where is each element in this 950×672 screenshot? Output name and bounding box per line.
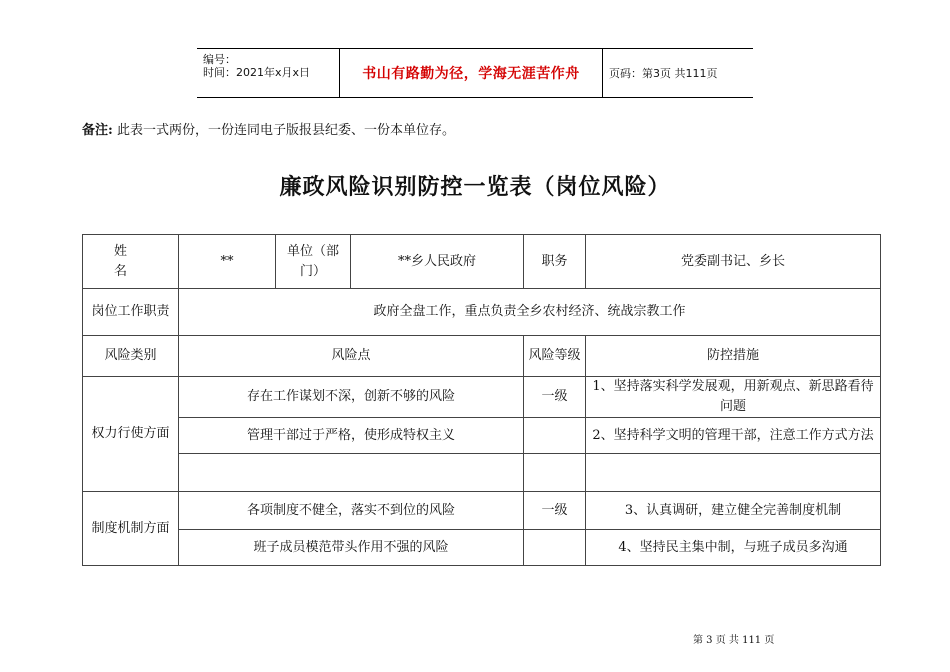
position-label: 职务 [524, 235, 586, 289]
table-row [83, 289, 881, 336]
risk-level: 一级 [524, 377, 586, 418]
header-motto: 书山有路勤为径，学海无涯苦作舟 [339, 49, 603, 97]
col-category: 风险类别 [83, 336, 179, 377]
header-time: 时间：2021年x月x日 [203, 66, 311, 79]
category-power: 权力行使方面 [83, 377, 179, 492]
risk-measure: 3、认真调研，建立健全完善制度机制 [586, 492, 881, 530]
col-point: 风险点 [179, 336, 524, 377]
position-value: 党委副书记、乡长 [586, 235, 881, 289]
table-row [83, 377, 881, 418]
risk-level [524, 454, 586, 492]
table-row [83, 530, 881, 566]
header-page: 页码：第3页 共111页 [609, 67, 718, 80]
table-row [83, 492, 881, 530]
risk-measure: 2、坚持科学文明的管理干部，注意工作方式方法 [586, 418, 881, 454]
risk-table [82, 234, 881, 566]
risk-level [524, 530, 586, 566]
duty-label: 岗位工作职责 [83, 289, 179, 336]
remark-label: 备注: [82, 123, 113, 138]
page-footer: 第 3 页 共 111 页 [693, 635, 775, 646]
table-row [83, 235, 881, 289]
risk-point [179, 454, 524, 492]
remark [82, 119, 455, 138]
table-header-row [83, 336, 881, 377]
header-meta [197, 49, 339, 97]
unit-value: **乡人民政府 [351, 235, 524, 289]
name-label: 姓 名 [83, 235, 179, 289]
risk-point: 各项制度不健全，落实不到位的风险 [179, 492, 524, 530]
table-row [83, 454, 881, 492]
risk-measure: 4、坚持民主集中制，与班子成员多沟通 [586, 530, 881, 566]
unit-label: 单位（部门） [276, 235, 351, 289]
header-number: 编号： [203, 53, 236, 66]
remark-text: 此表一式两份，一份连同电子版报县纪委、一份本单位存。 [116, 123, 455, 138]
category-system: 制度机制方面 [83, 492, 179, 566]
risk-point: 班子成员模范带头作用不强的风险 [179, 530, 524, 566]
document-title: 廉政风险识别防控一览表（岗位风险） [279, 174, 671, 200]
name-value: ** [179, 235, 276, 289]
duty-value: 政府全盘工作，重点负责全乡农村经济、统战宗教工作 [179, 289, 881, 336]
risk-measure: 1、坚持落实科学发展观，用新观点、新思路看待问题 [586, 377, 881, 418]
risk-level: 一级 [524, 492, 586, 530]
risk-level [524, 418, 586, 454]
risk-measure [586, 454, 881, 492]
risk-point: 管理干部过于严格，使形成特权主义 [179, 418, 524, 454]
page-header [197, 48, 753, 98]
col-level: 风险等级 [524, 336, 586, 377]
table-row [83, 418, 881, 454]
risk-point: 存在工作谋划不深，创新不够的风险 [179, 377, 524, 418]
col-measure: 防控措施 [586, 336, 881, 377]
